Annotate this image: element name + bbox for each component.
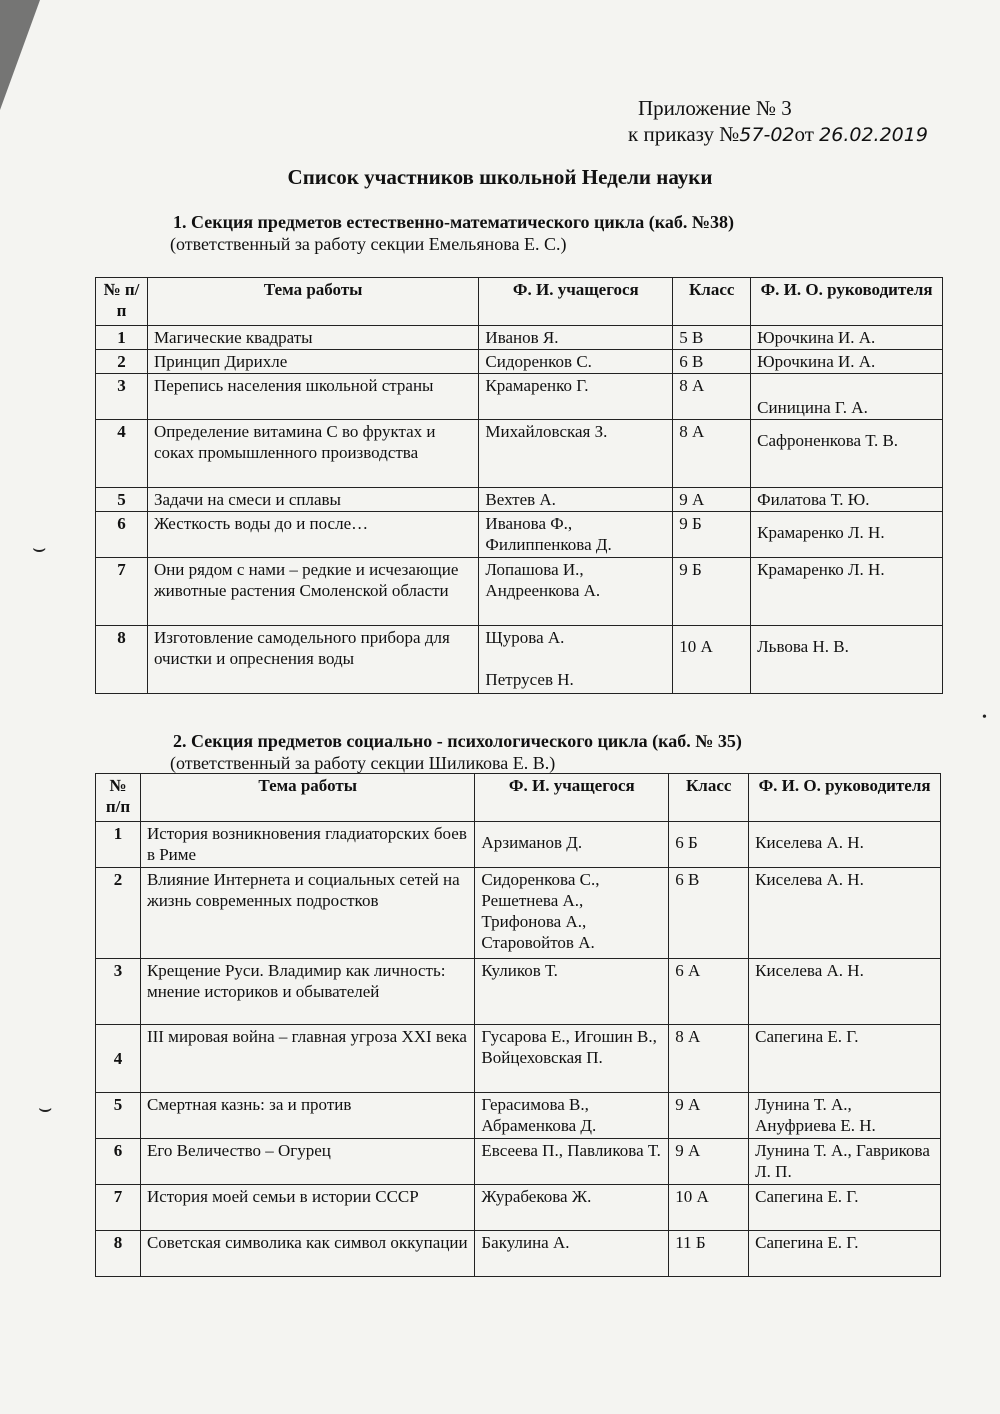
row-student: Лопашова И., Андреенкова А. xyxy=(479,558,673,626)
row-num: 6 xyxy=(96,1139,141,1185)
row-supervisor: Сапегина Е. Г. xyxy=(749,1025,941,1093)
section-1-table xyxy=(95,277,943,694)
row-supervisor: Филатова Т. Ю. xyxy=(751,488,943,512)
table-row xyxy=(96,1093,941,1139)
section-2-subheading: (ответственный за работу секции Шиликова Е. В.) xyxy=(170,753,556,773)
col-grade: Класс xyxy=(673,278,751,326)
row-num: 7 xyxy=(96,558,148,626)
row-grade: 9 А xyxy=(669,1139,749,1185)
row-grade: 6 Б xyxy=(669,822,749,868)
row-student: Сидоренкова С., Решетнева А., Трифонова А., Старовойтов А. xyxy=(475,868,669,959)
row-supervisor: Сапегина Е. Г. xyxy=(749,1231,941,1277)
row-num: 5 xyxy=(96,1093,141,1139)
row-supervisor: Киселева А. Н. xyxy=(749,868,941,959)
row-student: Арзиманов Д. xyxy=(475,822,669,868)
row-num: 1 xyxy=(96,326,148,350)
row-student: Михайловская З. xyxy=(479,420,673,488)
section-1-subheading: (ответственный за работу секции Емельянова Е. С.) xyxy=(170,234,567,254)
row-supervisor: Киселева А. Н. xyxy=(749,959,941,1025)
row-student: Герасимова В., Абраменкова Д. xyxy=(475,1093,669,1139)
row-topic: Изготовление самодельного прибора для очистки и опреснения воды xyxy=(147,626,478,694)
col-supervisor: Ф. И. О. руководителя xyxy=(751,278,943,326)
row-student: Иванова Ф., Филиппенкова Д. xyxy=(479,512,673,558)
table-row xyxy=(96,1231,941,1277)
order-number: 57-02 xyxy=(739,124,795,146)
row-num: 8 xyxy=(96,1231,141,1277)
ink-mark: ⌣ xyxy=(32,535,47,560)
col-num: № п/п xyxy=(96,278,148,326)
row-grade: 9 А xyxy=(669,1093,749,1139)
table-row xyxy=(96,420,943,488)
row-supervisor: Юрочкина И. А. xyxy=(751,350,943,374)
row-num: 3 xyxy=(96,959,141,1025)
col-num: № п/п xyxy=(96,774,141,822)
table-row xyxy=(96,822,941,868)
row-grade: 8 А xyxy=(673,374,751,420)
row-supervisor: Юрочкина И. А. xyxy=(751,326,943,350)
row-topic: Задачи на смеси и сплавы xyxy=(147,488,478,512)
row-grade: 6 В xyxy=(669,868,749,959)
section-1-heading: 1. Секция предметов естественно-математического цикла (каб. №38) xyxy=(173,212,734,232)
order-date: 26.02.2019 xyxy=(819,124,928,146)
table-row xyxy=(96,1185,941,1231)
row-student: Иванов Я. xyxy=(479,326,673,350)
section-2-table xyxy=(95,773,941,1277)
table-row xyxy=(96,488,943,512)
row-topic: Советская символика как символ оккупации xyxy=(140,1231,474,1277)
row-student: Вехтев А. xyxy=(479,488,673,512)
table-row xyxy=(96,350,943,374)
col-supervisor: Ф. И. О. руководителя xyxy=(749,774,941,822)
row-grade: 5 В xyxy=(673,326,751,350)
student-line: Щурова А. xyxy=(485,628,565,647)
row-topic: Определение витамина С во фруктах и соках промышленного производства xyxy=(147,420,478,488)
ink-mark: ⌣ xyxy=(38,1095,53,1120)
row-student: Куликов Т. xyxy=(475,959,669,1025)
row-student: Сидоренков С. xyxy=(479,350,673,374)
row-supervisor: Синицина Г. А. xyxy=(751,374,943,420)
row-topic: Влияние Интернета и социальных сетей на жизнь современных подростков xyxy=(140,868,474,959)
row-topic: Принцип Дирихле xyxy=(147,350,478,374)
row-student: Гусарова Е., Игошин В., Войцеховская П. xyxy=(475,1025,669,1093)
row-num: 1 xyxy=(96,822,141,868)
row-topic: История моей семьи в истории СССР xyxy=(140,1185,474,1231)
row-supervisor: Львова Н. В. xyxy=(751,626,943,694)
row-num: 6 xyxy=(96,512,148,558)
table-row xyxy=(96,326,943,350)
row-topic: Его Величество – Огурец xyxy=(140,1139,474,1185)
row-grade: 6 А xyxy=(669,959,749,1025)
scan-corner-shadow xyxy=(0,0,40,110)
row-topic: Перепись населения школьной страны xyxy=(147,374,478,420)
appendix-line2 xyxy=(628,121,928,148)
row-supervisor: Лунина Т. А., Гаврикова Л. П. xyxy=(749,1139,941,1185)
row-grade: 8 А xyxy=(669,1025,749,1093)
table-row xyxy=(96,868,941,959)
row-student xyxy=(479,626,673,694)
row-num: 4 xyxy=(96,1025,141,1093)
table-row xyxy=(96,959,941,1025)
appendix-line1: Приложение № 3 xyxy=(638,96,792,120)
row-grade: 10 А xyxy=(673,626,751,694)
col-student: Ф. И. учащегося xyxy=(475,774,669,822)
row-student: Журабекова Ж. xyxy=(475,1185,669,1231)
row-student: Крамаренко Г. xyxy=(479,374,673,420)
row-student: Бакулина А. xyxy=(475,1231,669,1277)
table-row xyxy=(96,558,943,626)
row-topic: Смертная казнь: за и против xyxy=(140,1093,474,1139)
appendix-block xyxy=(628,95,928,148)
col-topic: Тема работы xyxy=(140,774,474,822)
section-2-heading: 2. Секция предметов социально - психологического цикла (каб. № 35) xyxy=(173,731,742,751)
row-supervisor: Сапегина Е. Г. xyxy=(749,1185,941,1231)
table-row xyxy=(96,374,943,420)
col-student: Ф. И. учащегося xyxy=(479,278,673,326)
table-row xyxy=(96,512,943,558)
order-prefix: к приказу № xyxy=(628,122,740,146)
row-supervisor: Лунина Т. А., Ануфриева Е. Н. xyxy=(749,1093,941,1139)
ink-dot: • xyxy=(982,710,987,725)
row-supervisor: Крамаренко Л. Н. xyxy=(751,558,943,626)
row-num: 2 xyxy=(96,350,148,374)
row-grade: 8 А xyxy=(673,420,751,488)
row-supervisor: Сафроненкова Т. В. xyxy=(751,420,943,488)
row-num: 2 xyxy=(96,868,141,959)
row-topic: III мировая война – главная угроза XXI века xyxy=(140,1025,474,1093)
row-student: Евсеева П., Павликова Т. xyxy=(475,1139,669,1185)
row-topic: Жесткость воды до и после… xyxy=(147,512,478,558)
row-num: 8 xyxy=(96,626,148,694)
date-prefix: от xyxy=(794,122,814,146)
row-topic: Крещение Руси. Владимир как личность: мнение историков и обывателей xyxy=(140,959,474,1025)
row-topic: Они рядом с нами – редкие и исчезающие животные растения Смоленской области xyxy=(147,558,478,626)
row-num: 7 xyxy=(96,1185,141,1231)
row-supervisor: Киселева А. Н. xyxy=(749,822,941,868)
row-grade: 11 Б xyxy=(669,1231,749,1277)
student-line: Петрусев Н. xyxy=(485,670,574,689)
table-row xyxy=(96,626,943,694)
row-grade: 9 А xyxy=(673,488,751,512)
col-topic: Тема работы xyxy=(147,278,478,326)
col-grade: Класс xyxy=(669,774,749,822)
page-title: Список участников школьной Недели науки xyxy=(287,165,713,189)
row-topic: Магические квадраты xyxy=(147,326,478,350)
row-num: 3 xyxy=(96,374,148,420)
row-grade: 10 А xyxy=(669,1185,749,1231)
row-supervisor: Крамаренко Л. Н. xyxy=(751,512,943,558)
row-grade: 9 Б xyxy=(673,512,751,558)
row-grade: 6 В xyxy=(673,350,751,374)
row-num: 4 xyxy=(96,420,148,488)
row-topic: История возникновения гладиаторских боев в Риме xyxy=(140,822,474,868)
table-row xyxy=(96,1025,941,1093)
row-grade: 9 Б xyxy=(673,558,751,626)
table-row xyxy=(96,1139,941,1185)
row-num: 5 xyxy=(96,488,148,512)
